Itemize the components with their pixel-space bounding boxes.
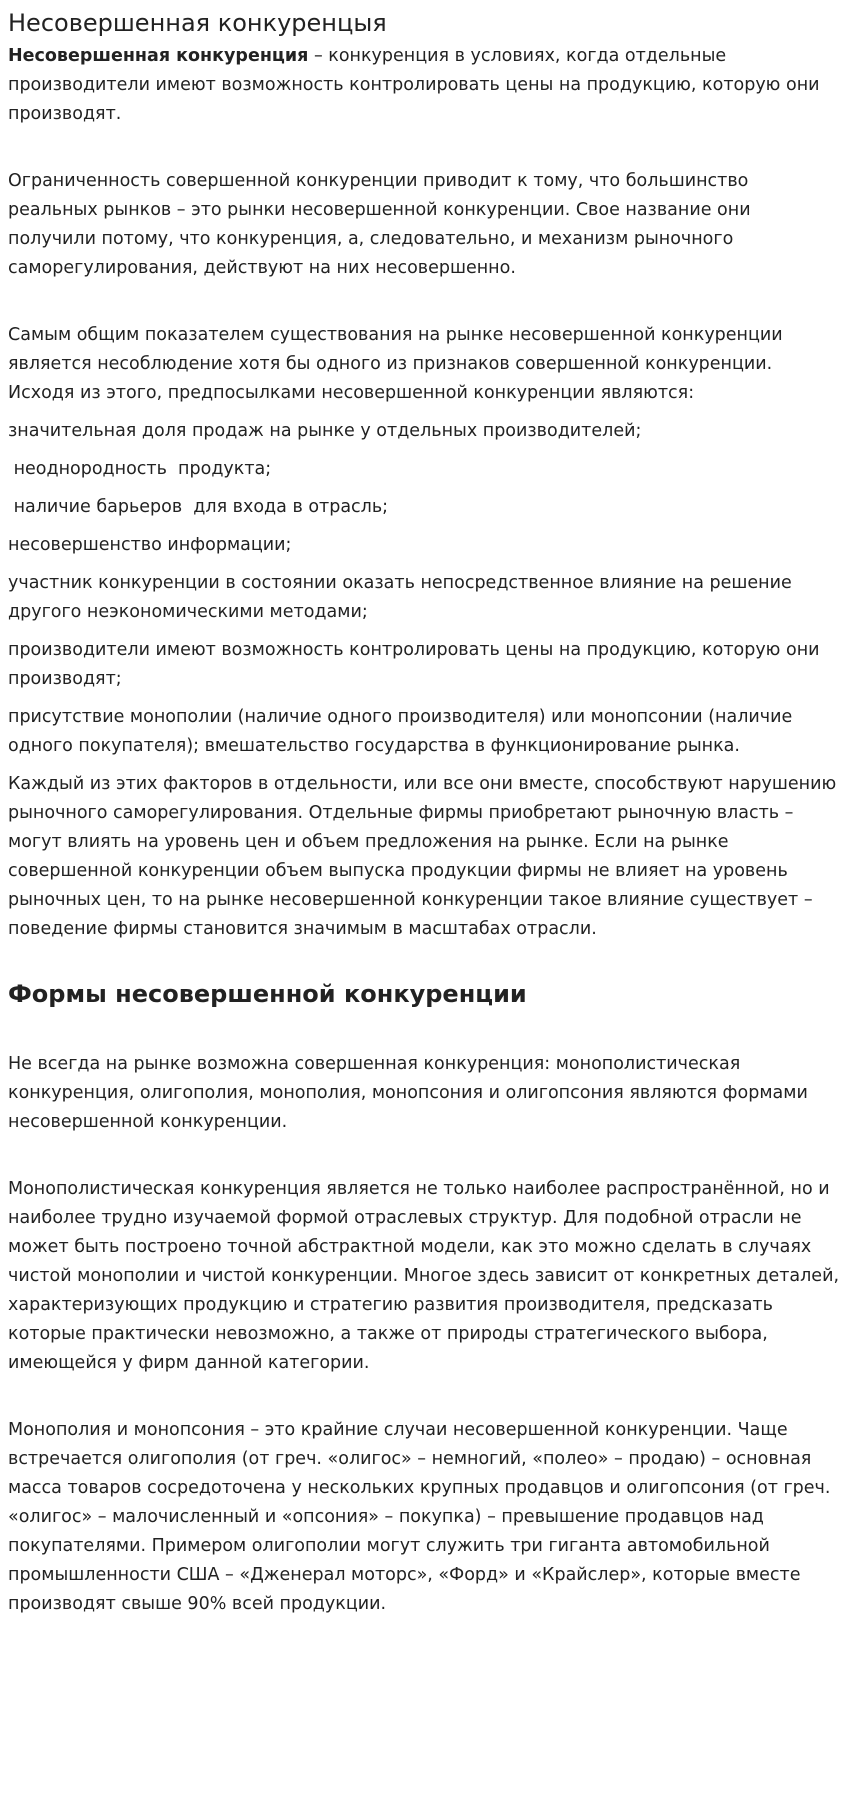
list-item-prerequisite: значительная доля продаж на рынке у отдельных производителей;: [8, 421, 642, 441]
list-item-prerequisite: участник конкуренции в состоянии оказать непосредственное влияние на решение другого неэкономическими методами;: [8, 573, 792, 622]
list-item-prerequisite: присутствие монополии (наличие одного производителя) или монопсонии (наличие одного покупателя); вмешательство государства в функционирование рынка.: [8, 707, 793, 756]
list-item-prerequisite: наличие барьеров для входа в отрасль;: [8, 497, 389, 517]
paragraph-monopoly-oligopoly: Монополия и монопсония – это крайние случаи несовершенной конкуренции. Чаще встречается олигополия (от греч. «олигос» – немногий, «полео» – продаю) – основная масса товаров сосредоточена у нескольких крупных продавцов и олигопсония (от греч. «олигос» – малочисленный и «опсония» – покупка) – превышение продавцов над покупателями. Примером олигополии могут служить три гиганта автомобильной промышленности США – «Дженерал моторс», «Форд» и «Крайслер», которые вместе производят свыше 90% всей продукции.: [8, 1420, 831, 1614]
paragraph-monopolistic-competition: Монополистическая конкуренция является не только наиболее распространённой, но и наиболее трудно изучаемой формой отраслевых структур. Для подобной отрасли не может быть построено точной абстрактной модели, как это можно сделать в случаях чистой монополии и чистой конкуренции. Многое здесь зависит от конкретных деталей, характеризующих продукцию и стратегию развития производителя, предсказать которые практически невозможно, а также от природы стратегического выбора, имеющейся у фирм данной категории.: [8, 1179, 840, 1373]
intro-term: Несовершенная конкуренция: [8, 46, 309, 66]
list-item-prerequisite: неоднородность продукта;: [8, 459, 272, 479]
intro-definition: – конкуренция в условиях, когда отдельные производители имеют возможность контролировать цены на продукцию, которую они производят.: [8, 46, 820, 124]
section-heading-forms: Формы несовершенной конкуренции: [8, 980, 527, 1008]
paragraph-forms-intro: Не всегда на рынке возможна совершенная конкуренция: монополистическая конкуренция, олигополия, монополия, монопсония и олигопсония являются формами несовершенной конкуренции.: [8, 1054, 808, 1132]
paragraph-general-indicator: Самым общим показателем существования на рынке несовершенной конкуренции является несоблюдение хотя бы одного из признаков совершенной конкуренции. Исходя из этого, предпосылками несовершенной конкуренции являются:: [8, 325, 783, 403]
paragraph-limited-competition: Ограниченность совершенной конкуренции приводит к тому, что большинство реальных рынков – это рынки несовершенной конкуренции. Свое название они получили потому, что конкуренция, а, следовательно, и механизм рыночного саморегулирования, действуют на них несовершенно.: [8, 171, 751, 278]
page-title: Несовершенная конкуренцыя: [8, 9, 387, 37]
intro-paragraph: [8, 42, 839, 129]
list-item-prerequisite: несовершенство информации;: [8, 535, 292, 555]
list-item-prerequisite: производители имеют возможность контролировать цены на продукцию, которую они производят;: [8, 640, 820, 689]
paragraph-factors: Каждый из этих факторов в отдельности, или все они вместе, способствуют нарушению рыночного саморегулирования. Отдельные фирмы приобретают рыночную власть – могут влиять на уровень цен и объем предложения на рынке. Если на рынке совершенной конкуренции объем выпуска продукции фирмы не влияет на уровень рыночных цен, то на рынке несовершенной конкуренции такое влияние существует – поведение фирмы становится значимым в масштабах отрасли.: [8, 774, 837, 939]
